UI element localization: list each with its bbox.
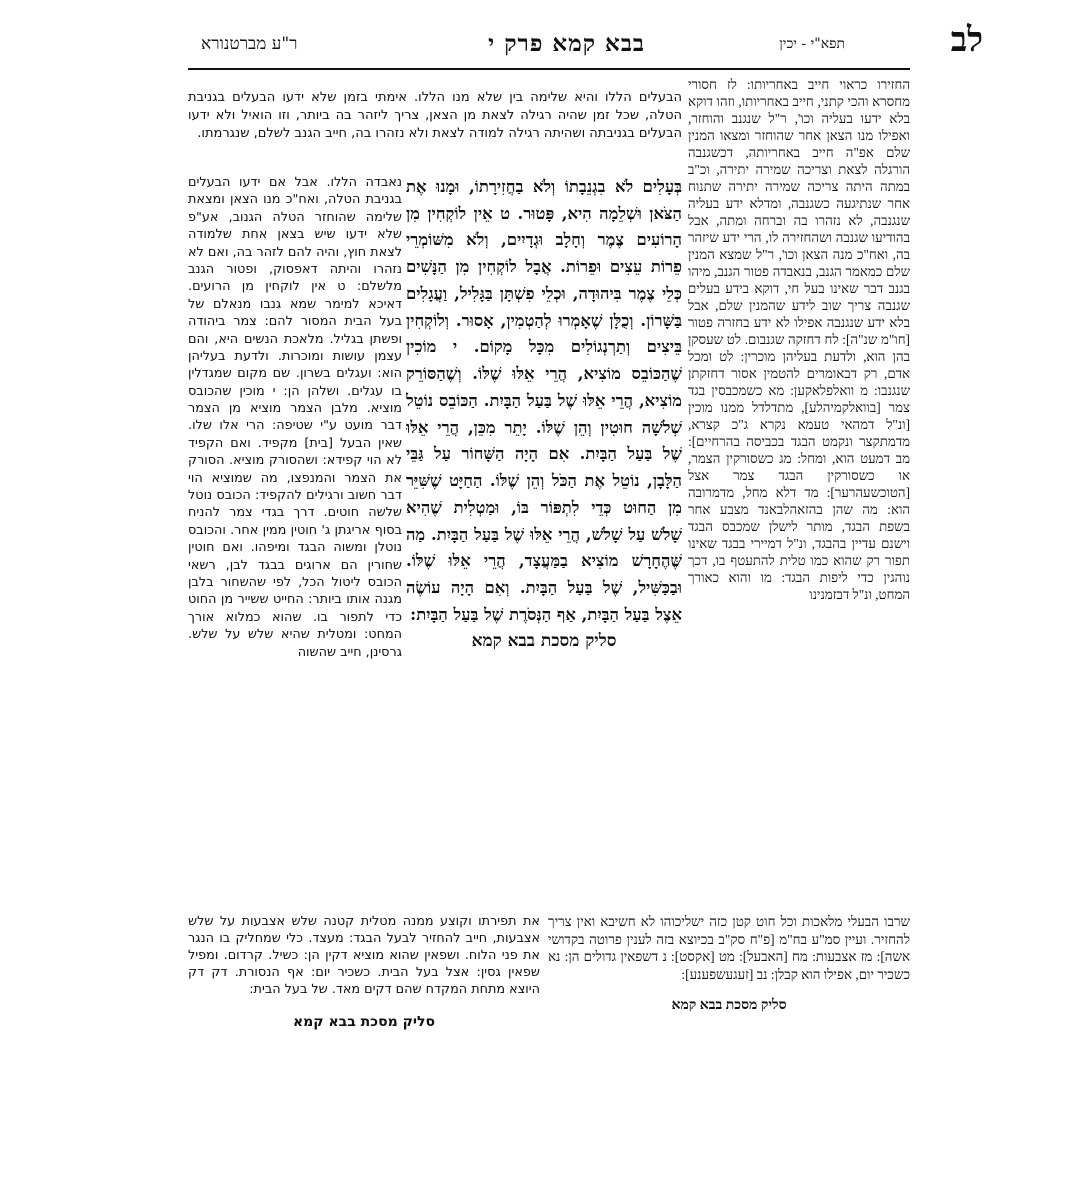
top-commentary-strip: [188, 76, 682, 172]
bottom-right-commentary: [548, 900, 910, 1040]
page-number: לב: [950, 20, 983, 60]
left-commentary-text: נאבדה הללו. אבל אם ידעו הבעלים בגניבת הטלה, ואח"כ מנו הצאן ומצאת שלימה שהוחזר הטלה הגנוב, אע"פ שלא ידעו שיש בצאן אחת שלמודה לצאת חוץ, והיה להם לזהר בה, ואם לא נזהרו והיתה דאפסוק, ופטור הגנב מלשלם: ט אין לוקחין מן הרועים. דאיכא למימר שמא גנבו מנאלם של בעל הבית המסור להם: צמר ביהודה ופשתן בגליל. מלאכת הנשים היא, והם עצמן עושות ומוכרות. ולדעת בעליהן הוא: ועגלים בשרון. שם מקום שמגדלין בו עגלים. ושלהן הן: י מוכין שהכובס מוציא. מלבן הצמר מוציא מן הצמר דבר מועט ע"י שטיפה: הרי אלו שלו. שאין הבעל [בית] מקפיד. ואם הקפיד לא הוי קפידא: ושהסורק מוציא. הסורק את הצמר והמנפצו, מה שמוציא הוי דבר חשוב ורגילים להקפיד: הכובס נוטל שלשה חוטים. דרך בגדי צמר להניח בסוף אריגתן ג' חוטין ממין אחר. והכובס נוטלן ומשוה הבגד ומיפהו. ואם חוטין שחורין הם ארוגים בבגד לבן, רשאי הכובס ליטול הכל, לפי שהשחור בלבן מגנה אותו ביותר: החייט ששייר מן החוט כדי לתפור בו. שהוא כמלוא אורך המחט: ומטלית שהיא שלש על שלש. גרסינן, חייב שהשוה: [188, 175, 402, 660]
left-commentary: [188, 174, 402, 896]
tractate-end-marker: סליק מסכת בבא קמא: [471, 631, 617, 652]
bottom-left-end-marker: סליק מסכת בבא קמא: [292, 1013, 436, 1030]
mishnah-text: בְּעָלִים לֹא בִגְנֵבָתוֹ וְלֹא בַחֲזִירָתוֹ, וּמָנוּ אֶת הַצֹּאן וּשְׁלֵמָה הִיא, פָּטוּר. ט אֵין לוֹקְחִין מִן הָרוֹעִים צֶמֶר וְחָלָב וּגְדָיִים, וְלֹא מִשּׁוֹמְרֵי פֵרוֹת עֵצִים וּפֵרוֹת. אֲבָל לוֹקְחִין מִן הַנָּשִׁים כְּלֵי צֶמֶר בִּיהוּדָה, וּכְלֵי פִשְׁתָּן בַּגָּלִיל, וַעֲגָלִים בַּשָּׁרוֹן. וְכֻלָּן שֶׁאָמְרוּ לְהַטְמִין, אָסוּר. וְלוֹקְחִין בֵּיצִים וְתַרְנְגוֹלִים מִכָּל מָקוֹם. י מוֹכִין שֶׁהַכּוֹבֵס מוֹצִיא, הֲרֵי אֵלּוּ שֶׁלּוֹ. וְשֶׁהַסּוֹרֵק מוֹצִיא, הֲרֵי אֵלּוּ שֶׁל בַּעַל הַבָּיִת. הַכּוֹבֵס נוֹטֵל שְׁלֹשָׁה חוּטִין וְהֵן שֶׁלּוֹ. יָתֵר מִכֵּן, הֲרֵי אֵלּוּ שֶׁל בַּעַל הַבָּיִת. אִם הָיָה הַשָּׁחוֹר עַל גַּבֵּי הַלָּבָן, נוֹטֵל אֶת הַכֹּל וְהֵן שֶׁלּוֹ. הַחַיָּט שֶׁשִּׁיֵּר מִן הַחוּט כְּדֵי לִתְפּוֹר בּוֹ, וּמַטְלִית שֶׁהִיא שָׁלֹשׁ עַל שָׁלֹשׁ, הֲרֵי אֵלּוּ שֶׁל בַּעַל הַבָּיִת. מַה שֶּׁהֶחָרָשׁ מוֹצִיא בַמַּעֲצָד, הֲרֵי אֵלּוּ שֶׁלּוֹ. וּבַכַּשִּׁיל, שֶׁל בַּעַל הַבָּיִת. וְאִם הָיָה עוֹשֶׂה אֵצֶל בַּעַל הַבָּיִת, אַף הַנְּסֹרֶת שֶׁל בַּעַל הַבָּיִת:: [406, 177, 682, 624]
right-commentary: [688, 76, 910, 896]
right-commentary-text: החזירו כראוי חייב באחריותו: לז חסורי מחסרא והכי קתני, חייב באחריותו, וזהו דוקא בלא ידעו בעליה וכו', ר"ל שנגנב והוחזר, ואפילו מנו הצאן אחר שהוחזר ומצאו המנין שלם אפ"ה חייב באחריותה, דכשגנבה הורגלה לצאת וצריכה שמירה יתירה, וכ"ב במתה היתה צריכה שמירה יתירה שתנוח אחר שנתיגעה כשגנבה, ומדלא ידע בעליה שנגנבה, לא נזהרו בה וברחה ומתה, אבל בהודיעו שגנבה ושהחזירה לו, הרי ידע שיזהר בה, ואח"כ מנה הצאן וכו', ר"ל שמצא המנין שלם כמאמר הגנב, בנאבדה פטור הגנב, מיהו בגנב דבר שאינו בעל חי, דוקא בידע בעלים שגנבה צריך שוב לידע שהמנין שלם, אבל בלא ידע שנגנבה אפילו לא ידע בחזרה פטור [חו"מ שנ"ה]: לח דחזקה שגנבום. לט שעסקן בהן הוא, ולדעת בעליהן מוכרין: לט ומכל אדם, רק דבאומרים להטמין אסור דחזקתן שנגנבו: מ וואלפלאקען: מא כשמכבסין בגד צמר [בוואלקמיהלע], מתדלדל ממנו מוכין [ונ"ל דמהאי טעמא נקרא ג"כ קצרא, מדמתקצר ונקמט הבגד בכביסה בהרחיים]: מב דמעט הוא, ומחל: מג כשסורקין הצמר, או כשסורקין הבגד צמר אצל [הטוכשעהרער]: מד דלא מחל, מדמרובה הוא: מה שהן בהזאהלבאנד מצבע אחר בשפת הבגד, מותר לישלן שמכבס הבגד וישנם עדיין בהבגד, ונ"ל דמיירי בבגד שאינו תפור רק שהוא כמו טלית להתעטף בו, דכך נוהגין כדי ליפות הבגד: מו והוא כאורך המחט, ונ"ל דבזמנינו: [688, 77, 910, 603]
mishnah-column: [406, 174, 682, 872]
bottom-left-commentary: [188, 900, 540, 1040]
bottom-right-end-marker: סליק מסכת בבא קמא: [671, 998, 787, 1014]
top-strip-text: הבעלים הללו והיא שלימה בין שלא מנו הללו. אימתי בזמן שלא ידעו הבעלים בגניבת הטלה, שכל זמן שהיה רגילה לצאת מן הצאן, צריך ליזהר בה ביותר, וזו הואיל ולא ידעו הבעלים בגניבתה ושהיתה רגילה למודה לצאת ולא נזהרו בה, חייב הגנב לשלם, שנגרמתו.: [188, 90, 682, 142]
header-rule: [188, 68, 910, 70]
bottom-right-text: שרבו הבעלי מלאכות וכל חוט קטן כזה ישליכוהו לא חשיבא ואין צריך להחזיר. ועיין סמ"ע בח"מ [פ"ח סק"ב בכיוצא בזה לענין פרוטה בקדושי אשה]: מז אצבעות: מח [האבעל]: מט [אקסט]: נ דשפאין גדולים הן: נא כשכיר יום, אפילו הוא קבלן: נב [זעגעשפענע]:: [548, 914, 910, 982]
running-header: [175, 20, 983, 64]
bottom-left-text: את תפירתו וקוצע ממנה מטלית קטנה שלש אצבעות על שלש אצבעות, חייב להחזיר לבעל הבגד: מעצד. כלי שמחליק בו הנגר את פני הלוח. ושפאין שהוא מוציא דקין הן: כשיל. קרדום. ומפיל שפאין גסין: אצל בעל הבית. כשכיר יום: אף הנסורת. דק דק היוצא מתחת המקדח שהם דקים מאד. של בעל הבית:: [188, 913, 540, 998]
tractate-title: בבא קמא פרק י: [488, 30, 645, 57]
commentary-title: ר"ע מברטנורא: [201, 34, 298, 54]
chapter-range: תפא"י - יכין: [779, 36, 845, 52]
